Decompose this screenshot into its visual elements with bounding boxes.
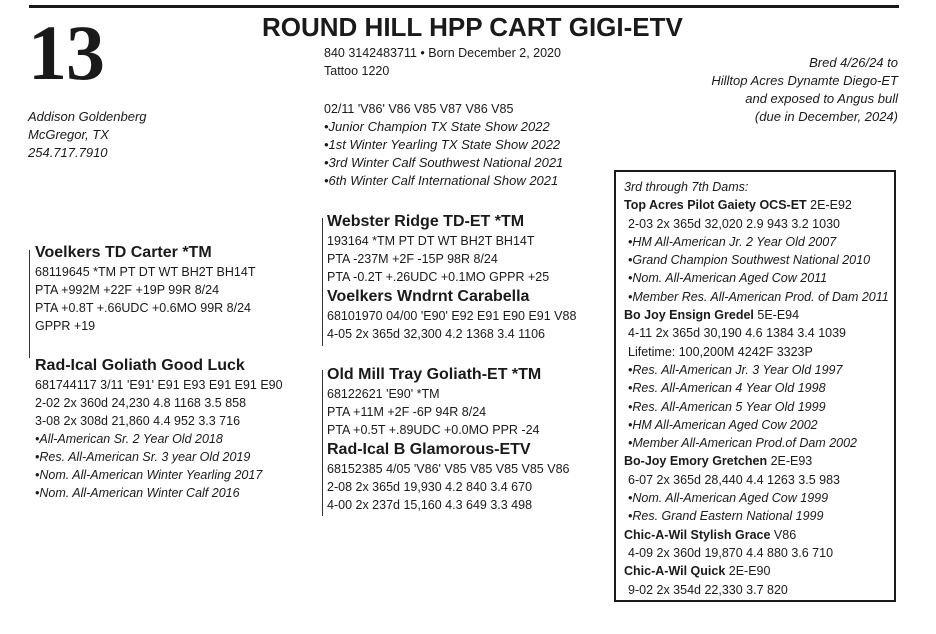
sire-dam-block (327, 287, 576, 343)
dam-entry-score: 2E-E90 (725, 564, 771, 579)
sire-line: 68119645 *TM PT DT WT BH2T BH14T (35, 265, 256, 279)
sire-line: PTA +992M +22F +19P 99R 8/24 (35, 283, 220, 297)
dam-entry-record: 4-09 2x 360d 19,870 4.4 880 3.6 710 (628, 545, 834, 560)
dam-sire-line: PTA +11M +2F -6P 94R 8/24 (327, 405, 487, 419)
dam-block (35, 356, 283, 502)
dam-entry-honor: •Member All-American Prod.of Dam 2002 (628, 436, 857, 451)
dam-entry-name: Chic-A-Wil Quick (624, 564, 726, 579)
top-rule (29, 5, 899, 8)
dam-entry-honor: •Nom. All-American Aged Cow 2011 (628, 271, 828, 286)
dam-entry-honor: •HM All-American Aged Cow 2002 (628, 417, 818, 432)
dam-entry-honor: •Nom. All-American Aged Cow 1999 (628, 491, 829, 506)
dam-entry-record: 4-11 2x 365d 30,190 4.6 1384 3.4 1039 (628, 326, 847, 341)
consignor (28, 108, 147, 162)
ancestor-dams-box (614, 170, 896, 602)
consignor-phone: 254.717.7910 (28, 145, 108, 160)
dam-entry-honor: •Res. All-American Jr. 3 Year Old 1997 (628, 362, 843, 377)
dam-dam-line: 68152385 4/05 'V86' V85 V85 V85 V85 V86 (327, 462, 570, 476)
dam-honor: •Nom. All-American Winter Yearling 2017 (35, 468, 263, 482)
sire-dam-name: Voelkers Wndrnt Carabella (327, 288, 530, 305)
dam-dam-name: Rad-Ical B Glamorous-ETV (327, 441, 531, 458)
id-line: 840 3142483711 • Born December 2, 2020 (324, 46, 561, 60)
dam-entry-name: Top Acres Pilot Gaiety OCS-ET (624, 198, 807, 213)
dam-dam-line: 2-08 2x 365d 19,930 4.2 840 3.4 670 (327, 480, 533, 494)
dam-entry-name: Bo Joy Ensign Gredel (624, 308, 754, 323)
dam-entry-title (624, 562, 889, 580)
dam-line: 2-02 2x 360d 24,230 4.8 1168 3.5 858 (35, 396, 247, 410)
dam-entry-honor: •Res. All-American 5 Year Old 1999 (628, 399, 826, 414)
dam-entry-honor: •Res. Grand Eastern National 1999 (628, 509, 824, 524)
dam-entry-score: 2E-E92 (806, 198, 852, 213)
breeding-info (711, 54, 898, 126)
sire-name: Voelkers TD Carter *TM (35, 244, 212, 261)
consignor-name: Addison Goldenberg (28, 109, 147, 124)
dam-line: 681744117 3/11 'E91' E91 E93 E91 E91 E90 (35, 378, 283, 392)
dam-entry-honor: •HM All-American Jr. 2 Year Old 2007 (628, 234, 837, 249)
breeding-line: (due in December, 2024) (754, 109, 898, 124)
sire-block (35, 243, 255, 335)
sire-dam-line: 4-05 2x 365d 32,300 4.2 1368 3.4 1106 (327, 327, 546, 341)
dam-entry-record: 2-03 2x 365d 32,020 2.9 943 3.2 1030 (628, 216, 840, 231)
dam-entry-score: V86 (770, 527, 797, 542)
dam-entry-title (624, 526, 889, 544)
animal-info (324, 44, 561, 80)
dam-honor: •Res. All-American Sr. 3 year Old 2019 (35, 450, 251, 464)
animal-title: ROUND HILL HPP CART GIGI-ETV (262, 12, 683, 42)
dam-entry-record: Lifetime: 100,200M 4242F 3323P (628, 344, 813, 359)
pedigree-bracket (322, 218, 323, 346)
dam-entry-record: 9-02 2x 354d 22,330 3.7 820 (628, 582, 788, 597)
lot-number: 13 (28, 9, 104, 96)
dam-entry-honor: •Grand Champion Southwest National 2010 (628, 253, 871, 268)
dams-box-header: 3rd through 7th Dams: (624, 180, 749, 194)
dam-entry-title (624, 306, 889, 324)
dam-dam-block (327, 440, 569, 514)
dam-entry-title (624, 452, 889, 470)
pedigree-bracket (322, 370, 323, 516)
breeding-line: and exposed to Angus bull (745, 91, 898, 106)
dam-entry-score: 2E-E93 (767, 454, 813, 469)
dam-entry-honor: •Res. All-American 4 Year Old 1998 (628, 381, 826, 396)
dam-line: 3-08 2x 308d 21,860 4.4 952 3.3 716 (35, 414, 241, 428)
sire-sire-line: PTA -0.2T +.26UDC +0.1MO GPPR +25 (327, 270, 550, 284)
dam-honor: •All-American Sr. 2 Year Old 2018 (35, 432, 223, 446)
dam-sire-name: Old Mill Tray Goliath-ET *TM (327, 366, 542, 383)
honor-line: •Junior Champion TX State Show 2022 (324, 119, 550, 134)
dam-entry-honor: •Member Res. All-American Prod. of Dam 2011 (628, 289, 889, 304)
dam-dam-line: 4-00 2x 237d 15,160 4.3 649 3.3 498 (327, 498, 533, 512)
dam-sire-block (327, 365, 541, 439)
sire-sire-name: Webster Ridge TD-ET *TM (327, 213, 525, 230)
dam-entry-record: 6-07 2x 365d 28,440 4.4 1263 3.5 983 (628, 472, 840, 487)
sire-sire-line: 193164 *TM PT DT WT BH2T BH14T (327, 234, 535, 248)
dam-sire-line: PTA +0.5T +.89UDC +0.0MO PPR -24 (327, 423, 540, 437)
sire-sire-line: PTA -237M +2F -15P 98R 8/24 (327, 252, 498, 266)
dam-honor: •Nom. All-American Winter Calf 2016 (35, 486, 240, 500)
dam-entry-name: Bo-Joy Emory Gretchen (624, 454, 768, 469)
dam-entry-name: Chic-A-Wil Stylish Grace (624, 527, 771, 542)
consignor-city: McGregor, TX (28, 127, 109, 142)
sire-sire-block (327, 212, 549, 286)
sire-line: PTA +0.8T +.66UDC +0.6MO 99R 8/24 (35, 301, 251, 315)
breeding-line: Bred 4/26/24 to (809, 55, 898, 70)
animal-honors (324, 100, 563, 190)
classification: 02/11 'V86' V86 V85 V87 V86 V85 (324, 102, 514, 116)
honor-line: •6th Winter Calf International Show 2021 (324, 173, 559, 188)
dam-name: Rad-Ical Goliath Good Luck (35, 357, 245, 374)
dam-entry-score: 5E-E94 (753, 308, 800, 323)
dam-sire-line: 68122621 'E90' *TM (327, 387, 440, 401)
dam-entry-title (624, 196, 889, 214)
tattoo: Tattoo 1220 (324, 64, 390, 78)
pedigree-bracket (29, 250, 30, 358)
honor-line: •1st Winter Yearling TX State Show 2022 (324, 137, 561, 152)
breeding-line: Hilltop Acres Dynamte Diego-ET (711, 73, 898, 88)
sire-line: GPPR +19 (35, 319, 96, 333)
sire-dam-line: 68101970 04/00 'E90' E92 E91 E90 E91 V88 (327, 309, 577, 323)
honor-line: •3rd Winter Calf Southwest National 2021 (324, 155, 564, 170)
